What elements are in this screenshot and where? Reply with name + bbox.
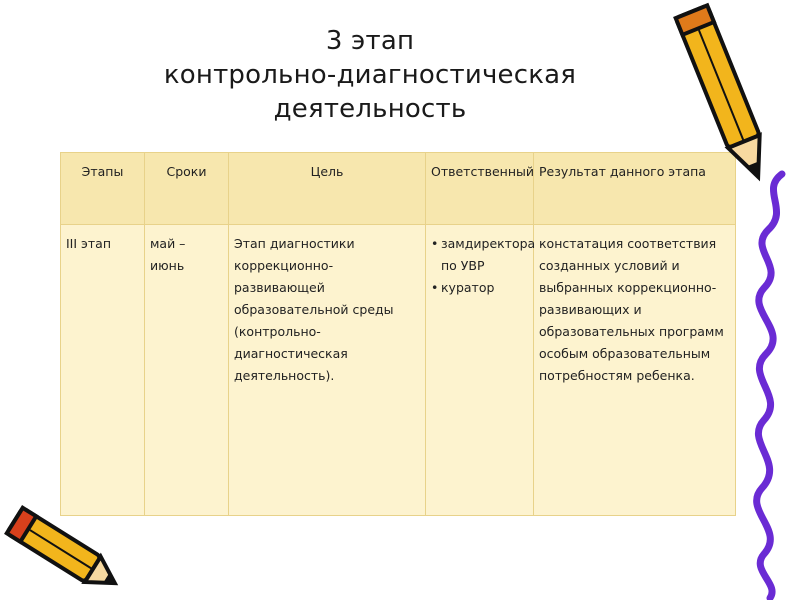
title-line-1: 3 этап <box>325 26 415 56</box>
cell-goal: Этап диагностики коррекционно-развивающей образовательной среды (контрольно-диагностическая деятельность). <box>229 225 426 516</box>
responsible-item: • замдиректора по УВР <box>431 233 528 277</box>
cell-period: май – июнь <box>145 225 229 516</box>
header-goal: Цель <box>229 153 426 225</box>
header-stages: Этапы <box>61 153 145 225</box>
title-line-3: деятельность <box>273 94 467 124</box>
purple-squiggle-icon <box>720 170 800 600</box>
cell-responsible <box>426 225 534 516</box>
header-period: Сроки <box>145 153 229 225</box>
title-line-2: контрольно-диагностическая <box>163 60 577 90</box>
slide-title <box>110 24 630 126</box>
cell-result: констатация соответствия созданных условий и выбранных коррекционно-развивающих и образовательных программ особым образовательным потребностям ребенка. <box>534 225 736 516</box>
table-row <box>61 225 736 516</box>
responsible-list <box>431 233 536 299</box>
cell-stage: III этап <box>61 225 145 516</box>
pencil-bottom-left-icon <box>0 500 130 600</box>
responsible-item: • куратор <box>431 277 528 299</box>
pencil-top-right-icon <box>662 0 792 190</box>
header-responsible: Ответственный <box>426 153 534 225</box>
table-header-row <box>61 153 736 225</box>
stage-table <box>60 152 736 516</box>
header-result: Результат данного этапа <box>534 153 736 225</box>
